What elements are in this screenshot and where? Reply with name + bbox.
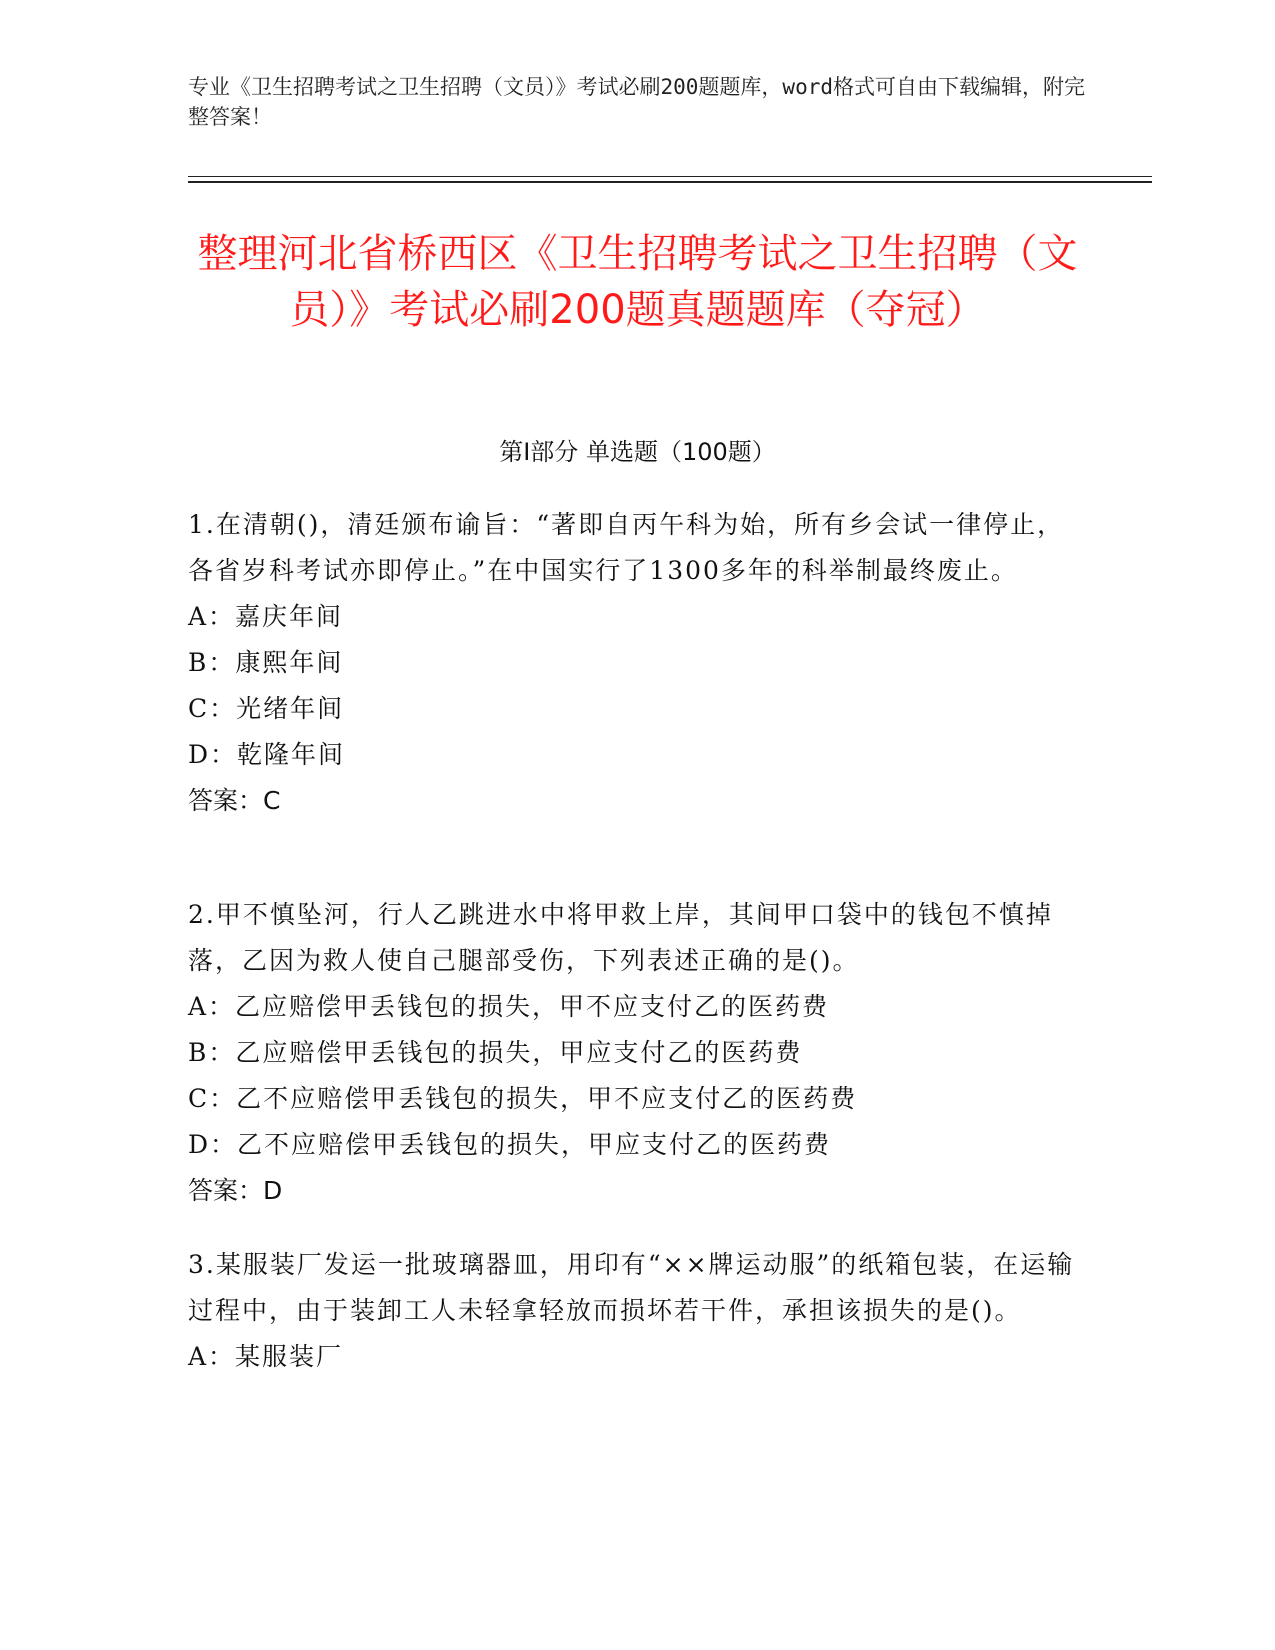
header-divider-thin <box>188 176 1152 177</box>
option-b: B：康熙年间 <box>188 648 344 677</box>
option-a: A：某服装厂 <box>188 1342 344 1371</box>
option-a: A：乙应赔偿甲丢钱包的损失，甲不应支付乙的医药费 <box>188 992 830 1021</box>
answer: 答案：D <box>188 1176 283 1205</box>
document-title: 整理河北省桥西区《卫生招聘考试之卫生招聘（文员）》考试必刷200题真题题库（夺冠） <box>197 231 1078 333</box>
option-a: A：嘉庆年间 <box>188 602 344 631</box>
section-title: 第I部分 单选题（100题） <box>499 438 776 466</box>
question-1 <box>188 502 1088 824</box>
answer: 答案：C <box>188 786 281 815</box>
question-3 <box>188 1242 1088 1380</box>
option-c: C：光绪年间 <box>188 694 345 723</box>
header-divider-thick <box>188 181 1152 183</box>
option-c: C：乙不应赔偿甲丢钱包的损失，甲不应支付乙的医药费 <box>188 1084 858 1113</box>
option-b: B：乙应赔偿甲丢钱包的损失，甲应支付乙的医药费 <box>188 1038 803 1067</box>
option-d: D：乾隆年间 <box>188 740 346 769</box>
question-text: 1.在清朝()，清廷颁布谕旨：“著即自丙午科为始，所有乡会试一律停止，各省岁科考试亦即停止。”在中国实行了1300多年的科举制最终废止。 <box>188 510 1065 585</box>
question-text: 2.甲不慎坠河，行人乙跳进水中将甲救上岸，其间甲口袋中的钱包不慎掉落，乙因为救人使自己腿部受伤，下列表述正确的是()。 <box>188 900 1053 975</box>
header-note: 专业《卫生招聘考试之卫生招聘（文员）》考试必刷200题题库，word格式可自由下载编辑，附完整答案！ <box>188 75 1085 129</box>
question-2 <box>188 892 1088 1214</box>
question-text: 3.某服装厂发运一批玻璃器皿，用印有“××牌运动服”的纸箱包装，在运输过程中，由于装卸工人未轻拿轻放而损坏若干件，承担该损失的是()。 <box>188 1250 1075 1325</box>
option-d: D：乙不应赔偿甲丢钱包的损失，甲应支付乙的医药费 <box>188 1130 832 1159</box>
